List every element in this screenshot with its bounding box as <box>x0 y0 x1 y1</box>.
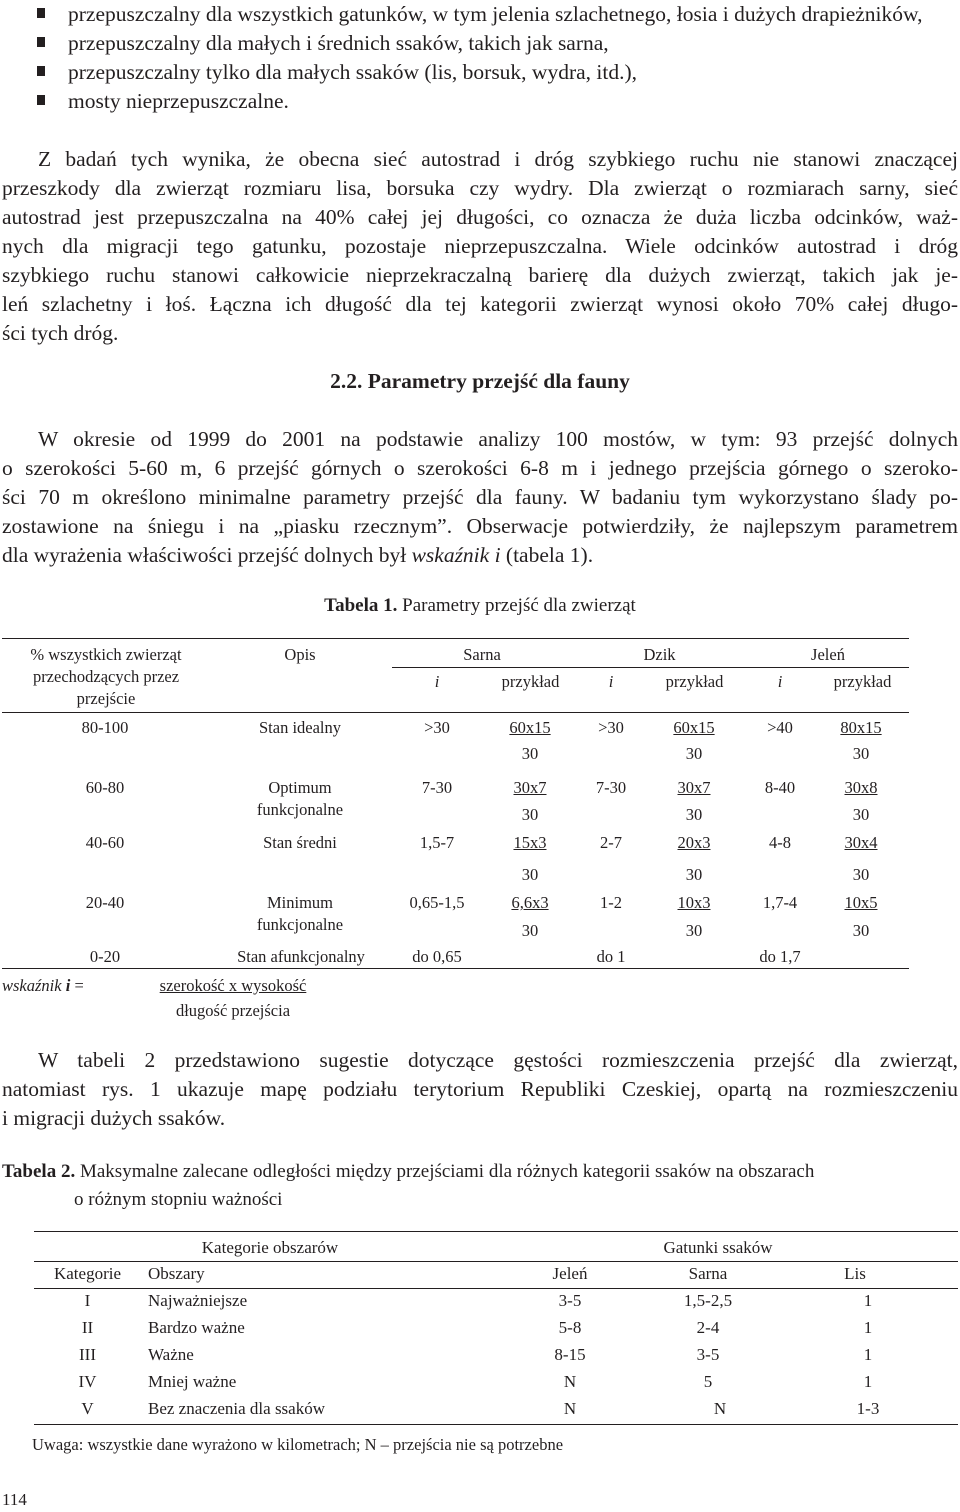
table2-cell-lis: 1 <box>863 1291 873 1310</box>
table1-percent: 80-100 <box>81 718 129 737</box>
table1-header-i: i <box>777 672 783 691</box>
table1-sarna-example-num: 6,6x3 <box>511 893 549 912</box>
table1-dzik-example-den: 30 <box>685 865 703 884</box>
table1-bottom-rule <box>2 968 909 969</box>
table1-dzik-example-den: 30 <box>685 805 703 824</box>
table1-sarna-example-num: 15x3 <box>513 833 547 852</box>
table2-cell-area: Bardzo ważne <box>148 1318 245 1337</box>
paragraph-line: zostawione na śniegu i na „piasku rzecznym”. Obserwacje potwierdziły, że najlepszym parametrem <box>2 514 958 538</box>
table1-opis: Minimum funkcjonalne <box>256 893 344 934</box>
paragraph-line: W okresie od 1999 do 2001 na podstawie analizy 100 mostów, w tym: 93 przejść dolnych <box>38 427 958 451</box>
table1-dzik-example-num: 10x3 <box>677 893 711 912</box>
table1-jelen-example-den: 30 <box>852 744 870 763</box>
table2-cell-area: Bez znaczenia dla ssaków <box>148 1399 325 1418</box>
table2-top-rule <box>34 1231 958 1232</box>
bullet-list <box>22 0 960 116</box>
table1-header-percent: % wszystkich zwierząt przechodzących przez przejście <box>30 645 182 708</box>
table1-jelen-example-num: 10x5 <box>844 893 878 912</box>
table1-percent: 20-40 <box>85 893 125 912</box>
table1-dzik-i: 1-2 <box>600 893 622 912</box>
formula-label: wskaźnik i = <box>2 976 84 995</box>
table1-opis: Stan średni <box>263 833 337 852</box>
table2-cell-sarna: 2-4 <box>696 1318 720 1337</box>
table1-jelen-example-num: 80x15 <box>840 718 882 737</box>
table2-cell-jelen: N <box>563 1372 577 1391</box>
table1-header-example: przykład <box>833 672 892 691</box>
table2-group-species: Gatunki ssaków <box>663 1238 773 1257</box>
table2-cell-sarna: N <box>713 1399 727 1418</box>
table2-cell-category: III <box>79 1345 96 1364</box>
table1-jelen-example-den: 30 <box>852 805 870 824</box>
table1-sarna-example-den: 30 <box>521 865 539 884</box>
table1-header-i: i <box>434 672 440 691</box>
table1-dzik-example-num: 20x3 <box>677 833 711 852</box>
table2-caption: Tabela 2. Maksymalne zalecane odległości między przejściami dla różnych kategorii ssaków na obszarach o różnym stopniu ważności <box>2 1161 815 1210</box>
table1-percent: 0-20 <box>89 947 121 966</box>
table2-cell-area: Ważne <box>148 1345 194 1364</box>
bullet-square-icon <box>37 37 45 47</box>
table1-sarna-i: do 0,65 <box>412 947 462 966</box>
table1-species-rule <box>392 667 909 668</box>
table2-cell-lis: 1 <box>863 1318 873 1337</box>
table1-sarna-i: 1,5-7 <box>419 833 455 852</box>
page-number: 114 <box>2 1490 27 1509</box>
table1-header-sarna: Sarna <box>463 645 501 664</box>
paragraph-line: przeszkody dla zwierząt rozmiaru lisa, borsuka czy wydry. Dla zwierząt o rozmiarach sarny, sieć <box>2 176 958 200</box>
table1-header-jelen: Jeleń <box>811 645 845 664</box>
table2-cell-category: IV <box>78 1372 97 1391</box>
table2-cell-area: Mniej ważne <box>148 1372 237 1391</box>
table1-jelen-i: 4-8 <box>769 833 791 852</box>
table1-dzik-i: >30 <box>598 718 624 737</box>
table2-cell-lis: 1 <box>863 1345 873 1364</box>
table2-header-category: Kategorie <box>53 1264 122 1283</box>
table2-cell-category: V <box>81 1399 94 1418</box>
paragraph-1 <box>2 145 958 348</box>
table2-header-sarna: Sarna <box>688 1264 728 1283</box>
paragraph-line: dla wyrażenia właściwości przejść dolnych był wskaźnik i (tabela 1). <box>2 543 594 567</box>
table1-percent: 60-80 <box>85 778 125 797</box>
table1-caption: Tabela 1. Parametry przejść dla zwierząt <box>324 595 636 616</box>
table1-jelen-example-den: 30 <box>852 865 870 884</box>
table1-jelen-i: do 1,7 <box>759 947 801 966</box>
table1-top-rule <box>2 638 909 639</box>
table2-header-jelen: Jeleń <box>552 1264 588 1283</box>
bullet-square-icon <box>37 8 45 18</box>
table2-bottom-rule <box>34 1424 958 1425</box>
table2-cell-area: Najważniejsze <box>148 1291 248 1310</box>
table1-opis: Stan idealny <box>258 718 342 737</box>
table1-sarna-example-den: 30 <box>521 921 539 940</box>
formula-denominator: długość przejścia <box>175 1001 291 1020</box>
paragraph-line: o szerokości 5-60 m, 6 przejść górnych o szerokości 6-8 m i jednego przejścia górnego o szeroko- <box>2 456 958 480</box>
table2-cell-lis: 1 <box>863 1372 873 1391</box>
table1-jelen-example-num: 30x4 <box>844 833 878 852</box>
table2-cell-category: II <box>81 1318 94 1337</box>
table1-dzik-example-num: 60x15 <box>673 718 715 737</box>
table1-dzik-example-num: 30x7 <box>677 778 711 797</box>
table1-dzik-example-den: 30 <box>685 921 703 940</box>
table1-dzik-i: 2-7 <box>600 833 622 852</box>
table2-cell-lis: 1-3 <box>856 1399 880 1418</box>
paragraph-line: ści tych dróg. <box>2 321 119 345</box>
paragraph-line: leń szlachetny i łoś. Łączna ich długość dla tej kategorii zwierząt wynosi około 70% całej długo- <box>2 292 958 316</box>
paragraph-line: W tabeli 2 przedstawiono sugestie dotyczące gęstości rozmieszczenia przejść dla zwierząt, <box>38 1048 958 1072</box>
table2-cell-jelen: 3-5 <box>558 1291 582 1310</box>
table1-sarna-example-num: 30x7 <box>513 778 547 797</box>
table1-jelen-example-num: 30x8 <box>844 778 878 797</box>
table2-cell-jelen: 8-15 <box>554 1345 586 1364</box>
paragraph-3 <box>2 1046 958 1133</box>
table2-header-rule <box>34 1288 958 1289</box>
table2-header-areas: Obszary <box>148 1264 205 1283</box>
paragraph-line: ści 70 m określono minimalne parametry przejść dla fauny. W badaniu tym wykorzystano ślady po- <box>2 485 958 509</box>
table2-cell-sarna: 1,5-2,5 <box>683 1291 733 1310</box>
bullet-item: przepuszczalny dla małych i średnich ssaków, takich jak sarna, <box>22 29 960 58</box>
table1-header-rule <box>2 712 909 713</box>
paragraph-line: autostrad jest przepuszczalna na 40% całej jej długości, co oznacza że duża liczba odcinków, waż- <box>2 205 958 229</box>
table1-jelen-i: 8-40 <box>764 778 796 797</box>
table1-header-i: i <box>608 672 614 691</box>
table1-header-example: przykład <box>665 672 724 691</box>
table1-dzik-example-den: 30 <box>685 744 703 763</box>
table1-sarna-example-den: 30 <box>521 744 539 763</box>
formula-numerator: szerokość x wysokość <box>159 976 307 995</box>
section-heading: 2.2. Parametry przejść dla fauny <box>330 369 630 393</box>
table1-percent: 40-60 <box>85 833 125 852</box>
table1-dzik-i: do 1 <box>596 947 626 966</box>
table1-header-dzik: Dzik <box>643 645 676 664</box>
table2-group-areas: Kategorie obszarów <box>201 1238 339 1257</box>
table1-header-opis: Opis <box>284 645 316 664</box>
bullet-square-icon <box>37 95 45 105</box>
indicator-term: wskaźnik i <box>411 543 501 567</box>
table1-jelen-i: 1,7-4 <box>762 893 798 912</box>
paragraph-line: i migracji dużych ssaków. <box>2 1106 226 1130</box>
table2-cell-jelen: N <box>563 1399 577 1418</box>
table2-cell-sarna: 3-5 <box>696 1345 720 1364</box>
table1-dzik-i: 7-30 <box>595 778 627 797</box>
table2-group-rule <box>34 1261 958 1262</box>
paragraph-line: nych dla migracji tego gatunku, pozostaje nieprzepuszczalna. Wiele odcinków autostrad i dróg <box>2 234 958 258</box>
paragraph-2 <box>2 425 958 570</box>
table1-sarna-i: 7-30 <box>421 778 453 797</box>
table2-cell-sarna: 5 <box>703 1372 713 1391</box>
bullet-item: przepuszczalny dla wszystkich gatunków, w tym jelenia szlachetnego, łosia i dużych drapieżników, <box>22 0 960 29</box>
table1-opis: Optimum funkcjonalne <box>256 778 344 819</box>
table1-header-example: przykład <box>501 672 560 691</box>
bullet-item: mosty nieprzepuszczalne. <box>22 87 960 116</box>
table2-note: Uwaga: wszystkie dane wyrażono w kilometrach; N – przejścia nie są potrzebne <box>32 1435 564 1454</box>
bullet-square-icon <box>37 66 45 76</box>
table1-sarna-i: >30 <box>424 718 450 737</box>
table1-sarna-example-num: 60x15 <box>509 718 551 737</box>
table1-jelen-i: >40 <box>767 718 793 737</box>
table2-cell-jelen: 5-8 <box>558 1318 582 1337</box>
table1-sarna-i: 0,65-1,5 <box>409 893 465 912</box>
table2-cell-category: I <box>84 1291 91 1310</box>
paragraph-line: Z badań tych wynika, że obecna sieć autostrad i dróg szybkiego ruchu nie stanowi znaczącej <box>38 147 958 171</box>
table1-sarna-example-den: 30 <box>521 805 539 824</box>
bullet-item: przepuszczalny tylko dla małych ssaków (lis, borsuk, wydra, itd.), <box>22 58 960 87</box>
table2-header-lis: Lis <box>844 1264 866 1283</box>
table1-jelen-example-den: 30 <box>852 921 870 940</box>
paragraph-line: natomiast rys. 1 ukazuje mapę podziału terytorium Republiki Czeskiej, opartą na rozmieszczeniu <box>2 1077 958 1101</box>
table1-opis: Stan afunkcjonalny <box>237 947 365 966</box>
paragraph-line: szybkiego ruchu stanowi całkowicie nieprzekraczalną barierę dla dużych zwierząt, takich jak je- <box>2 263 958 287</box>
